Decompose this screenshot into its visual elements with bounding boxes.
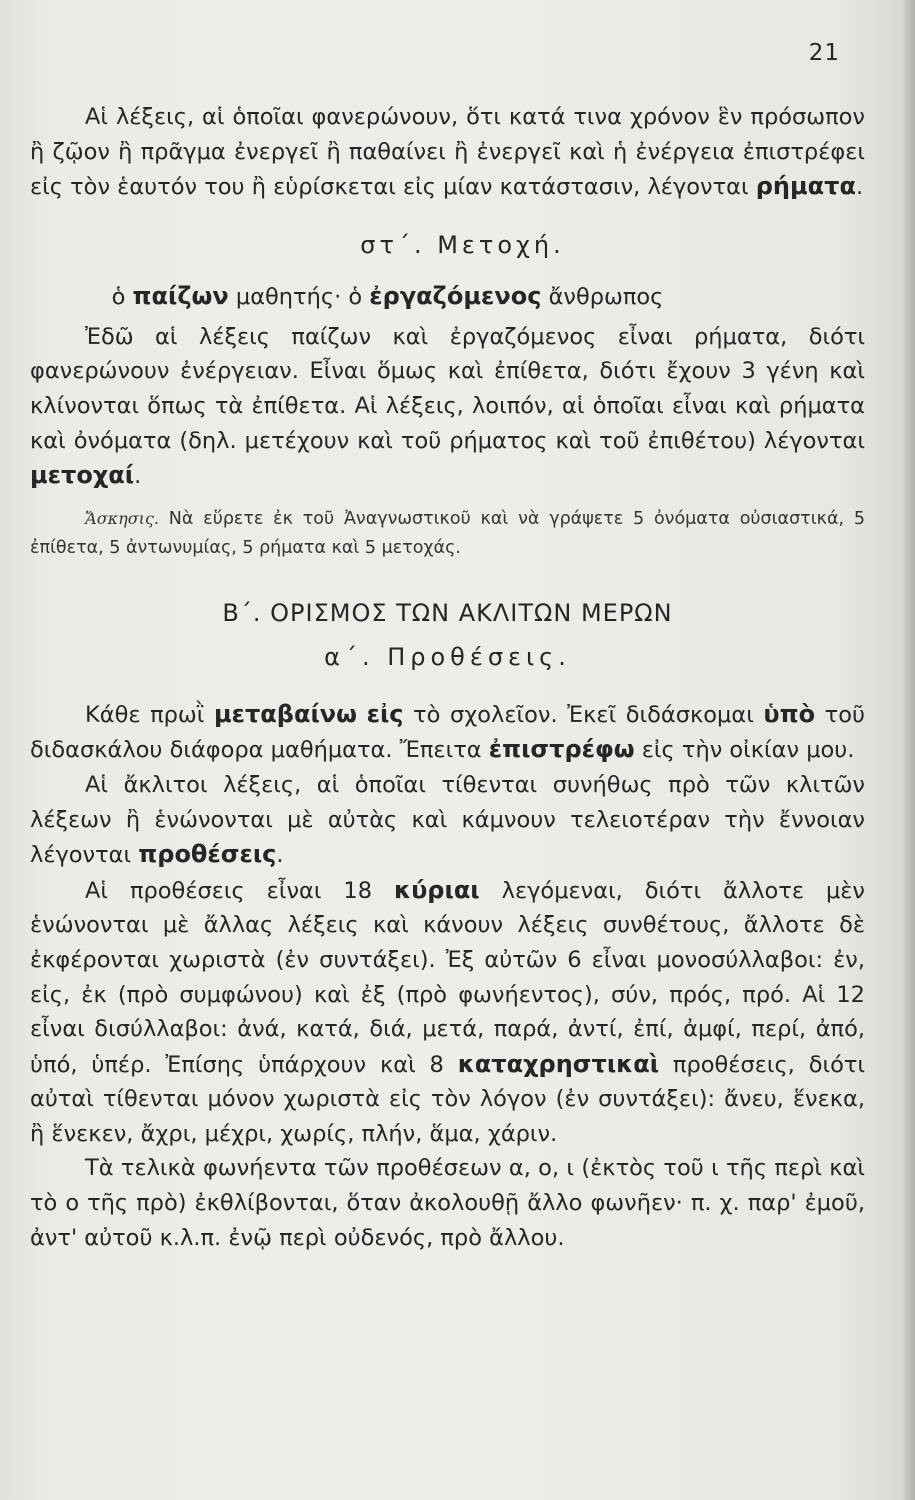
- ex-part-5: εἰς τὴν οἰκίαν μου.: [634, 737, 855, 764]
- ex-word-eis: εἰς: [366, 699, 404, 728]
- intro-paragraph: [30, 100, 865, 205]
- example-word-paizon: παίζων: [132, 281, 229, 310]
- ex-word-metabaino: μεταβαίνω: [213, 699, 358, 728]
- def-text: Αἱ ἄκλιτοι λέξεις, αἱ ὁποῖαι τίθενται συνήθως πρὸ τῶν κλιτῶν λέξεων ἢ ἑνώνονται μὲ αὐτὰς καὶ κάμνουν τελειοτέραν τὴν ἔννοιαν λέγονται: [30, 771, 865, 869]
- elision-paragraph: Τὰ τελικὰ φωνήεντα τῶν προθέσεων α, ο, ι (ἐκτὸς τοῦ ι τῆς περὶ καὶ τὸ ο τῆς πρὸ) ἐκθλίβονται, ὅταν ἀκολουθῇ ἄλλο φωνῆεν· π. χ. παρ' ἐμοῦ, ἀντ' αὐτοῦ κ.λ.π. ἐνῷ περὶ οὐδενός, πρὸ ἄλλου.: [30, 1155, 865, 1251]
- metoxh-paragraph: [30, 320, 865, 494]
- example-word-ergazomenos: ἐργαζόμενος: [369, 281, 542, 310]
- metoxh-end: .: [134, 463, 142, 490]
- section-title-protheseis: α΄. Προθέσεις.: [324, 642, 571, 671]
- metoxh-text: Ἐδῶ αἱ λέξεις παίζων καὶ ἐργαζόμενος εἶναι ρήματα, διότι φανερώνουν ἐνέργειαν. Εἶναι ὅμως καὶ ἐπίθετα, διότι ἔχουν 3 γένη καὶ κλίνονται ὅπως τὰ ἐπίθετα. Αἱ λέξεις, λοιπόν, αἱ ὁποῖαι εἶναι καὶ ρήματα καὶ ὀνόματα (δηλ. μετέχουν καὶ τοῦ ρήματος καὶ τοῦ ἐπιθέτου) λέγονται: [30, 323, 865, 454]
- term-protheseis: προθέσεις: [138, 840, 277, 869]
- exercise-text: Νὰ εὕρετε ἐκ τοῦ Ἀναγνωστικοῦ καὶ νὰ γράψετε 5 ὀνόματα οὐσιαστικά, 5 ἐπίθετα, 5 ἀντωνυμίας, 5 ρήματα καὶ 5 μετοχάς.: [30, 508, 865, 558]
- page-edge-shadow: [901, 0, 915, 1500]
- ex-part-3: τὸ σχολεῖον. Ἐκεῖ διδάσκομαι: [403, 701, 764, 728]
- ex-part-2: [357, 702, 367, 728]
- example-paragraph: [30, 697, 865, 768]
- ex-word-epistrefo: ἐπιστρέφω: [488, 735, 635, 764]
- example-pre: ὁ: [111, 283, 133, 310]
- term-katachrestikai: καταχρηστικαὶ: [457, 1049, 660, 1078]
- exercise-label: Ἄσκησις.: [85, 508, 159, 528]
- intro-text: Αἱ λέξεις, αἱ ὁποῖαι φανερώνουν, ὅτι κατά τινα χρόνον ἓν πρόσωπον ἢ ζῷον ἢ πρᾶγμα ἐνεργεῖ ἢ παθαίνει ἢ ἐνεργεῖ καὶ ἡ ἐνέργεια ἐπιστρέφει εἰς τὸν ἑαυτόν του ἢ εὑρίσκεται εἰς μίαν κατάστασιν, λέγονται: [30, 104, 865, 201]
- example-line: [30, 279, 865, 314]
- exercise-paragraph: [30, 504, 865, 563]
- page-number: 21: [808, 40, 840, 66]
- kinds-part-1: Αἱ προθέσεις εἶναι 18: [85, 877, 395, 904]
- term-kyriai: κύριαι: [394, 875, 480, 904]
- ex-word-ypo: ὑπὸ: [763, 699, 816, 728]
- def-end: .: [276, 842, 284, 869]
- page-content: [30, 100, 865, 1255]
- ex-part-4: τοῦ διδασκάλου διάφορα μαθήματα. Ἔπειτα: [30, 701, 865, 764]
- section-title-metoxh: στ΄. Μετοχή.: [360, 230, 565, 259]
- kinds-part-3: προθέσεις, διότι αὐταὶ τίθενται μόνον χωριστὰ εἰς τὸν λόγον (ἐν συντάξει): ἄνευ, ἕνεκα, ἢ ἕνεκεν, ἄχρι, μέχρι, χωρίς, πλήν, ἅμα, χάριν.: [30, 1051, 865, 1147]
- chapter-title: Β΄. ΟΡΙΣΜΟΣ ΤΩΝ ΑΚΛΙΤΩΝ ΜΕΡΩΝ: [222, 598, 673, 627]
- kinds-part-2: λεγόμεναι, διότι ἄλλοτε μὲν ἑνώνονται μὲ ἄλλας λέξεις καὶ κάνουν λέξεις συνθέτους, ἄλλοτε δὲ ἐκφέρονται χωριστὰ (ἐν συντάξει). Ἐξ αὐτῶν 6 εἶναι μονοσύλλαβοι: ἐν, εἰς, ἐκ (πρὸ συμφώνου) καὶ ἐξ (πρὸ φωνήεντος), σύν, πρός, πρό. Αἱ 12 εἶναι δισύλλαβοι: ἀνά, κατά, διά, μετά, παρά, ἀντί, ἐπί, ἀμφί, περί, ἀπό, ὑπό, ὑπέρ. Ἐπίσης ὑπάρχουν καὶ 8: [30, 877, 865, 1078]
- kinds-paragraph: [30, 873, 865, 1152]
- example-mid: μαθητής· ὁ: [228, 283, 370, 310]
- ex-part-1: Κάθε πρωῒ: [85, 701, 214, 728]
- intro-end: .: [855, 174, 864, 201]
- term-rhmata: ρήματα: [755, 172, 856, 201]
- term-metoxai: μετοχαί: [30, 461, 135, 490]
- example-post: ἄνθρωπος: [541, 283, 664, 310]
- definition-paragraph: [30, 768, 865, 873]
